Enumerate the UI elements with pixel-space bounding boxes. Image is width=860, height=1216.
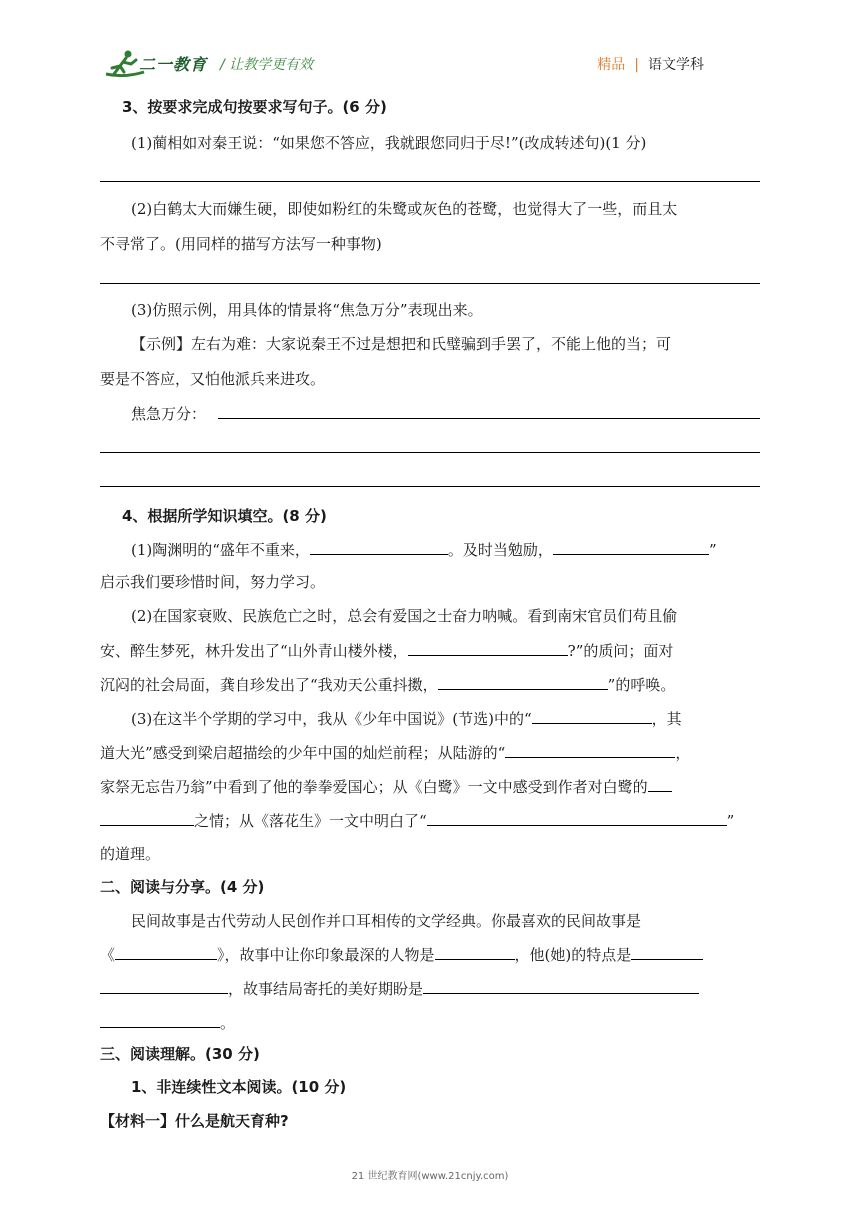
header-separator: | — [634, 57, 639, 73]
fill-blank[interactable] — [423, 978, 699, 994]
answer-line — [100, 181, 760, 182]
section2-line4 — [100, 1012, 235, 1033]
q4-item3-line4 — [100, 810, 734, 831]
fill-blank[interactable] — [100, 978, 228, 994]
header — [0, 0, 860, 95]
text-span: ”的呼唤。 — [607, 676, 676, 694]
text-span: ， — [675, 744, 691, 762]
q4-item3-line1 — [131, 708, 682, 729]
subject-label: 语文学科 — [648, 57, 704, 73]
q3-example-line1: 【示例】左右为难：大家说秦王不过是想把和氏璧骗到手罢了，不能上他的当；可 — [131, 335, 672, 353]
text-span: ” — [708, 541, 717, 559]
answer-label: 焦急万分： — [131, 405, 207, 423]
section2-title: 二、阅读与分享。(4 分) — [100, 878, 265, 896]
text-span: ，故事结局寄托的美好期盼是 — [228, 980, 424, 998]
text-span: ，他(她)的特点是 — [514, 946, 632, 964]
fill-blank[interactable] — [553, 539, 709, 555]
answer-line — [100, 486, 760, 487]
material1-heading: 【材料一】什么是航天育种? — [100, 1112, 289, 1130]
text-span: 沉闷的社会局面，龚自珍发出了“我劝天公重抖擞， — [100, 676, 438, 694]
fill-blank[interactable] — [408, 640, 568, 656]
text-span: 。及时当勉励， — [447, 541, 553, 559]
fill-blank[interactable] — [505, 742, 675, 758]
q4-item2-line3 — [100, 674, 675, 695]
text-span: 。 — [220, 1014, 236, 1032]
answer-line — [100, 452, 760, 453]
footer: 21 世纪教育网(www.21cnjy.com) — [351, 1171, 509, 1182]
q3-item3: (3)仿照示例，用具体的情景将“焦急万分”表现出来。 — [131, 301, 483, 319]
q4-item3-line2 — [100, 742, 690, 763]
q4-item3-line5: 的道理。 — [100, 845, 161, 863]
q4-item1-line2: 启示我们要珍惜时间，努力学习。 — [100, 573, 326, 591]
q4-item2-line2 — [100, 640, 673, 661]
q3-item2-line2: 不寻常了。(用同样的描写方法写一种事物) — [100, 235, 382, 253]
fill-blank[interactable] — [532, 708, 652, 724]
q4-item3-line3 — [100, 776, 672, 797]
section2-line1: 民间故事是古代劳动人民创作并口耳相传的文学经典。你最喜欢的民间故事是 — [131, 912, 642, 930]
fill-blank[interactable] — [115, 944, 217, 960]
fill-blank[interactable] — [435, 944, 515, 960]
header-right — [597, 54, 704, 74]
section3-sub1: 1、非连续性文本阅读。(10 分) — [131, 1078, 347, 1096]
logo-text: 二一教育 — [139, 55, 208, 74]
section2-line2 — [100, 944, 703, 965]
answer-line — [100, 283, 760, 284]
q4-title: 4、根据所学知识填空。(8 分) — [122, 507, 327, 525]
text-span: 之情；从《落花生》一文中明白了“ — [194, 812, 427, 830]
q3-title: 3、按要求完成句按要求写句子。(6 分) — [122, 98, 387, 116]
text-span: ?”的质问；面对 — [567, 642, 674, 660]
text-span: ，其 — [651, 710, 682, 728]
section3-title: 三、阅读理解。(30 分) — [100, 1045, 260, 1063]
quality-label: 精品 — [597, 57, 626, 73]
q3-item2-line1: (2)白鹤太大而嫌生硬，即使如粉红的朱鹭或灰色的苍鹭，也觉得大了一些，而且太 — [131, 200, 678, 218]
fill-blank[interactable] — [100, 810, 194, 826]
text-span: (1)陶渊明的“盛年不重来， — [131, 541, 310, 559]
header-slogan: / 让教学更有效 — [220, 57, 314, 73]
fill-blank[interactable] — [648, 776, 672, 792]
q3-example-line2: 要是不答应，又怕他派兵来进攻。 — [100, 370, 326, 388]
q4-item2-line1: (2)在国家衰败、民族危亡之时，总会有爱国之士奋力呐喊。看到南宋官员们苟且偷 — [131, 607, 678, 625]
text-span: 道大光”感受到梁启超描绘的少年中国的灿烂前程；从陆游的“ — [100, 744, 506, 762]
text-span: 》，故事中让你印象最深的人物是 — [217, 946, 435, 964]
fill-blank[interactable] — [100, 1012, 220, 1028]
text-span: (3)在这半个学期的学习中，我从《少年中国说》(节选)中的“ — [131, 710, 532, 728]
fill-blank[interactable] — [631, 944, 703, 960]
fill-blank[interactable] — [427, 810, 727, 826]
text-span: ” — [726, 812, 735, 830]
q3-item1: (1)蔺相如对秦王说：“如果您不答应，我就跟您同归于尽!”(改成转述句)(1 分) — [131, 134, 647, 152]
fill-blank[interactable] — [438, 674, 608, 690]
fill-blank[interactable] — [310, 539, 448, 555]
q4-item1-line1 — [131, 539, 717, 560]
answer-line — [218, 418, 760, 419]
section2-line3 — [100, 978, 699, 999]
text-span: 家祭无忘告乃翁”中看到了他的拳拳爱国心；从《白鹭》一文中感受到作者对白鹭的 — [100, 778, 648, 796]
text-span: 安、醉生梦死，林升发出了“山外青山楼外楼， — [100, 642, 408, 660]
text-span: 《 — [100, 946, 116, 964]
